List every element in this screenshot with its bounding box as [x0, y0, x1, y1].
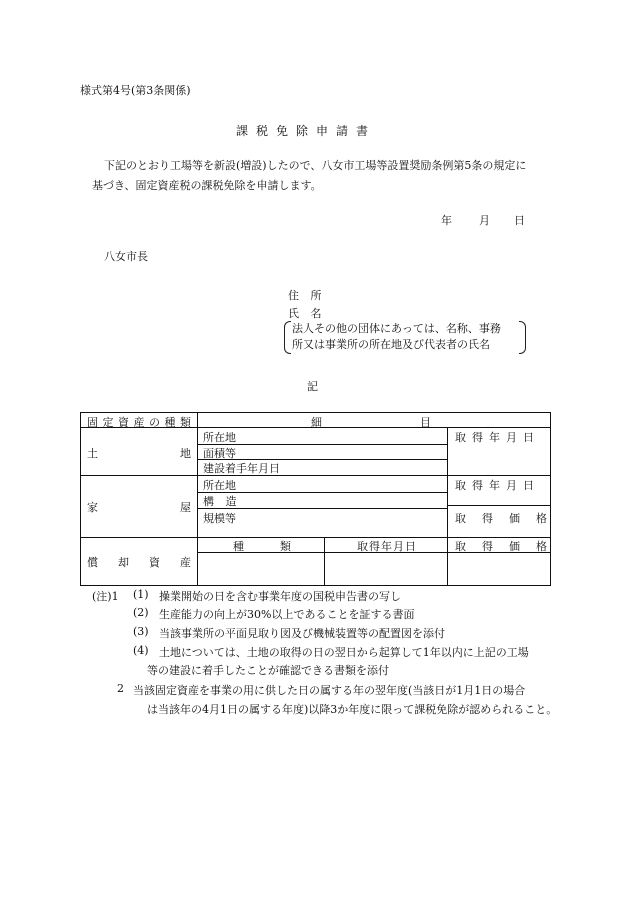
note-2-text: 生産能力の向上が30%以上であることを証する書面 [159, 608, 415, 621]
name-label: 氏 名 [288, 307, 326, 320]
note-3-num: (3) [133, 625, 149, 638]
note-2-line-2: は当該年の4月1日の属する年度)以降3か年度に限って課税免除が認められること。 [147, 703, 558, 716]
land-area: 面積等 [203, 447, 236, 460]
address-label: 住 所 [288, 289, 326, 302]
building-acquisition-price: 取得価格 [455, 512, 563, 525]
note-2-line-1: 当該固定資産を事業の用に供した日の属する年の翌年度(当該日が1月1日の場合 [133, 684, 526, 697]
right-bracket [519, 321, 526, 354]
depreciable-kind-header: 種類 [233, 540, 327, 553]
addressee: 八女市長 [104, 250, 148, 263]
ki-label: 記 [307, 380, 318, 393]
date-day: 日 [514, 214, 525, 227]
corporate-note-line-1: 法人その他の団体にあっては、名称、事務 [292, 322, 501, 335]
header-details: 細目 [311, 416, 529, 429]
building-structure: 構 造 [203, 495, 241, 508]
left-bracket [284, 321, 291, 354]
land-acquisition-date: 取得年月日 [455, 431, 540, 444]
header-asset-type: 固 定 資 産 の 種 類 [87, 416, 191, 429]
corporate-note-line-2: 所又は事業所の所在地及び代表者の氏名 [292, 338, 490, 351]
depreciable-label: 償 却 資 産 [87, 556, 191, 569]
notes-prefix: (注)1 [92, 590, 119, 603]
date-year: 年 [441, 214, 452, 227]
note-4-num: (4) [133, 644, 149, 657]
note-2-num: (2) [133, 606, 149, 619]
note-4-continuation: 等の建設に着手したことが確認できる書類を添付 [147, 664, 389, 677]
asset-table [80, 412, 563, 586]
document-title: 課税免除申請書 [236, 124, 377, 138]
intro-line-2: 基づき、固定資産税の課税免除を申請します。 [92, 179, 322, 192]
date-month: 月 [479, 214, 490, 227]
form-number: 様式第4号(第3条関係) [80, 84, 191, 97]
note-1-text: 操業開始の日を含む事業年度の国税申告書の写し [159, 590, 401, 603]
building-scale: 規模等 [203, 512, 236, 525]
intro-line-1: 下記のとおり工場等を新設(増設)したので、八女市工場等設置奨励条例第5条の規定に [104, 159, 527, 172]
building-location: 所在地 [203, 479, 236, 492]
corporate-note [284, 321, 526, 354]
note-1-num: (1) [133, 588, 149, 601]
depreciable-price-header: 取得価格 [455, 540, 563, 553]
land-construction-start: 建設着手年月日 [203, 462, 280, 475]
note-4-text: 土地については、土地の取得の日の翌日から起算して1年以内に上記の工場 [159, 646, 529, 659]
depreciable-date-header: 取得年月日 [357, 540, 417, 553]
land-location: 所在地 [203, 431, 236, 444]
land-label: 土 地 [87, 447, 191, 460]
note-3-text: 当該事業所の平面見取り図及び機械装置等の配置図を添付 [159, 627, 445, 640]
building-label: 家 屋 [87, 501, 191, 514]
building-acquisition-date: 取得年月日 [455, 479, 540, 492]
note-2-number: 2 [117, 682, 124, 695]
